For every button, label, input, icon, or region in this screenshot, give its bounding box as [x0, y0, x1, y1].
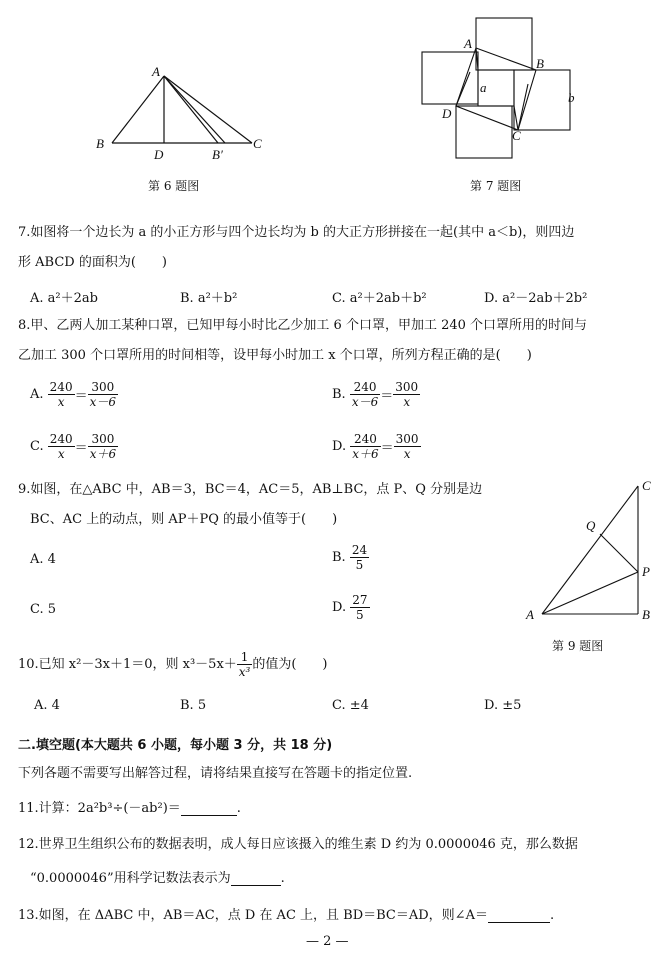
question-13: 13.如图，在 ΔABC 中，AB＝AC，点 D 在 AC 上，且 BD＝BC＝AD，则∠A＝ . — [18, 908, 555, 923]
question-10-option-a: A. 4 — [34, 698, 60, 713]
question-8-line-2: 乙加工 300 个口罩所用的时间相等，设甲每小时加工 x 个口罩，所列方程正确的是( ) — [18, 348, 532, 363]
answer-blank[interactable] — [488, 909, 550, 923]
question-10-option-c: C. ±4 — [332, 698, 369, 713]
label-D: D — [442, 106, 452, 121]
question-9-line-1: 9.如图，在△ABC 中，AB＝3，BC＝4，AC＝5，AB⊥BC，点 P、Q 分别是边 — [18, 482, 483, 497]
label-a: a — [480, 80, 487, 95]
question-9-option-c: C. 5 — [30, 602, 57, 617]
question-7-option-d: D. a²－2ab＋2b² — [484, 291, 588, 306]
label-C: C — [642, 478, 651, 493]
section-2-title: 二.填空题(本大题共 6 小题，每小题 3 分，共 18 分) — [18, 738, 333, 753]
label-B: B — [642, 607, 650, 622]
answer-blank[interactable] — [231, 872, 281, 886]
question-9-option-d: D. $\frac{27}{5}$ — [332, 593, 368, 622]
question-10-option-d: D. ±5 — [484, 698, 522, 713]
figure-6-caption: 第 6 题图 — [148, 179, 200, 193]
page-number: — 2 — — [306, 934, 349, 949]
label-A: A — [464, 36, 472, 51]
label-b: b — [568, 90, 575, 105]
question-12-line-1: 12.世界卫生组织公布的数据表明，成人每日应该摄入的维生素 D 约为 0.0000046 克，那么数据 — [18, 837, 578, 852]
figure-7-caption: 第 7 题图 — [470, 179, 522, 193]
label-B: B — [536, 56, 544, 71]
question-9-line-2: BC、AC 上的动点，则 AP＋PQ 的最小值等于( ) — [30, 512, 338, 527]
question-7-option-b: B. a²＋b² — [180, 291, 238, 306]
label-Q: Q — [586, 518, 596, 533]
question-7-line-2: 形 ABCD 的面积为( ) — [18, 255, 167, 270]
answer-blank[interactable] — [181, 802, 237, 816]
label-D: D — [154, 147, 164, 162]
label-C: C — [512, 128, 521, 143]
label-P: P — [642, 564, 650, 579]
section-2-instruction: 下列各题不需要写出解答过程，请将结果直接写在答题卡的指定位置. — [18, 766, 413, 781]
question-9-option-b: B. $\frac{24}{5}$ — [332, 543, 368, 572]
label-A: A — [526, 607, 534, 622]
question-8-option-d: D. $\frac{240}{x+6}$ ＝ $\frac{300}{x}$ — [332, 432, 419, 461]
figure-6-triangle — [90, 62, 280, 162]
question-7-option-c: C. a²＋2ab＋b² — [332, 291, 427, 306]
question-7-line-1: 7.如图将一个边长为 a 的小正方形与四个边长均为 b 的大正方形拼接在一起(其中 a＜b)，则四边 — [18, 225, 575, 240]
question-8-option-a: A. $\frac{240}{x}$ ＝ $\frac{300}{x-6}$ — [30, 380, 116, 409]
label-C: C — [253, 136, 262, 151]
question-9-option-a: A. 4 — [30, 552, 56, 567]
question-11: 11.计算：2a²b³÷(－ab²)＝ . — [18, 801, 241, 816]
question-10-option-b: B. 5 — [180, 698, 207, 713]
label-B: B — [96, 136, 104, 151]
question-8-option-b: B. $\frac{240}{x-6}$ ＝ $\frac{300}{x}$ — [332, 380, 419, 409]
question-8-line-1: 8.甲、乙两人加工某种口罩，已知甲每小时比乙少加工 6 个口罩，甲加工 240 个口罩所用的时间与 — [18, 318, 588, 333]
label-A: A — [152, 64, 160, 79]
question-8-option-c: C. $\frac{240}{x}$ ＝ $\frac{300}{x+6}$ — [30, 432, 117, 461]
figure-9-triangle — [520, 476, 660, 626]
figure-9-caption: 第 9 题图 — [552, 639, 604, 653]
figure-7-squares — [410, 12, 580, 162]
question-12-line-2: “0.0000046”用科学记数法表示为 . — [30, 871, 285, 886]
label-Bprime: B′ — [212, 147, 223, 162]
question-7-option-a: A. a²＋2ab — [30, 291, 98, 306]
question-10-stem: 10.已知 x²－3x＋1＝0，则 x³－5x＋ $\frac{1}{\text{x³}}$ 的值为( ) — [18, 650, 328, 679]
